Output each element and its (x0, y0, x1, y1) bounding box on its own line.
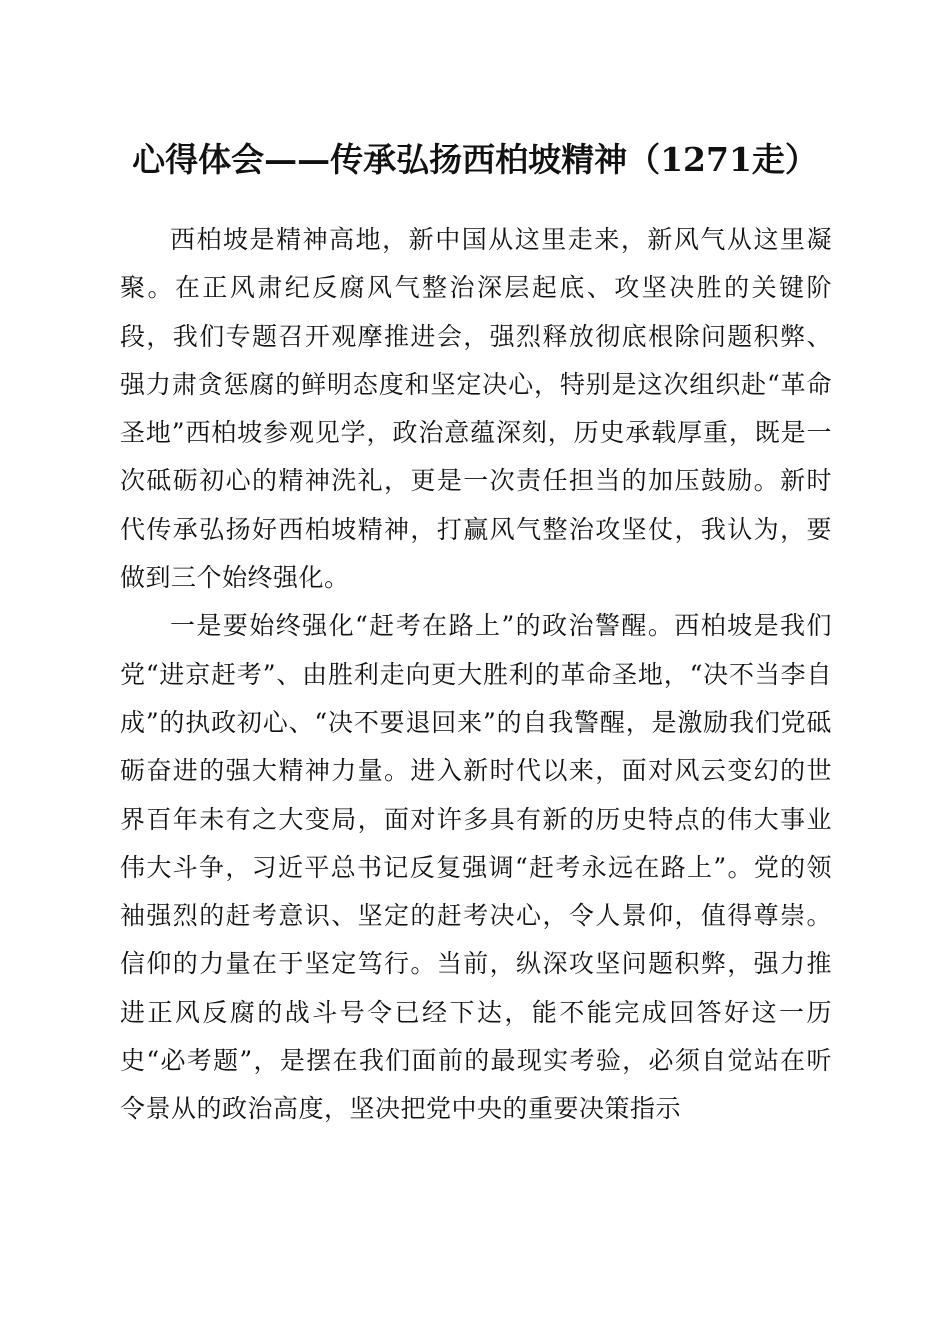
document-body (120, 216, 832, 1134)
paragraph-intro: 西柏坡是精神高地，新中国从这里走来，新风气从这里凝聚。在正风肃纪反腐风气整治深层起底、攻坚决胜的关键阶段，我们专题召开观摩推进会，强烈释放彻底根除问题积弊、强力肃贪惩腐的鲜明态度和坚定决心，特别是这次组织赴“革命圣地”西柏坡参观见学，政治意蕴深刻，历史承载厚重，既是一次砥砺初心的精神洗礼，更是一次责任担当的加压鼓励。新时代传承弘扬好西柏坡精神，打赢风气整治攻坚仗，我认为，要做到三个始终强化。 (120, 225, 832, 593)
document-title: 心得体会——传承弘扬西柏坡精神（1271走） (132, 140, 818, 179)
paragraph-point-one: 一是要始终强化“赶考在路上”的政治警醒。西柏坡是我们党“进京赶考”、由胜利走向更大胜利的革命圣地，“决不当李自成”的执政初心、“决不要退回来”的自我警醒，是激励我们党砥砺奋进的强大精神力量。进入新时代以来，面对风云变幻的世界百年未有之大变局，面对许多具有新的历史特点的伟大事业伟大斗争，习近平总书记反复强调“赶考永远在路上”。党的领袖强烈的赶考意识、坚定的赶考决心，令人景仰，值得尊崇。信仰的力量在于坚定笃行。当前，纵深攻坚问题积弊，强力推进正风反腐的战斗号令已经下达，能不能完成回答好这一历史“必考题”，是摆在我们面前的最现实考验，必须自觉站在听令景从的政治高度，坚决把党中央的重要决策指示 (120, 611, 832, 1124)
